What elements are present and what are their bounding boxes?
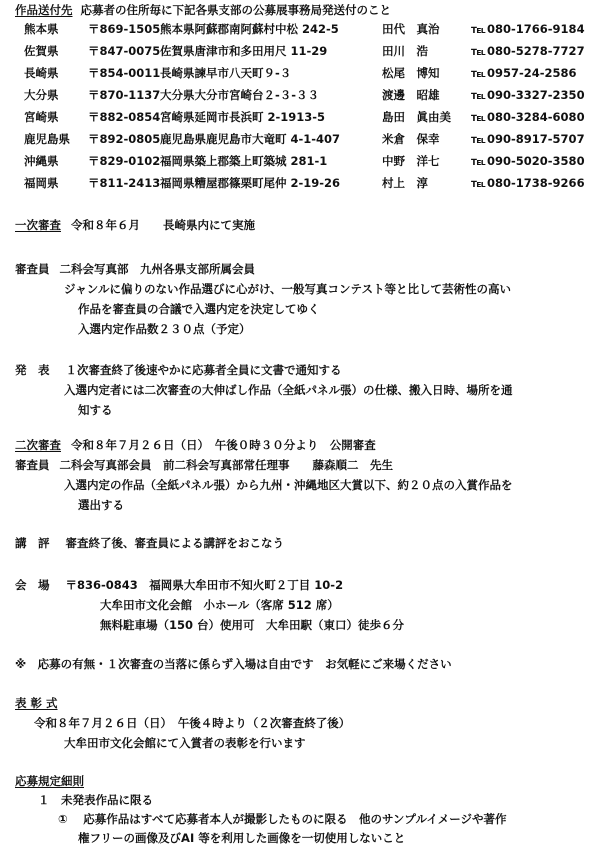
postal-code: 〒811-2413 [88,176,161,190]
address: 長崎県諫早市八天町９-３ [160,66,292,80]
section-label: 二次審査 [15,438,61,452]
contact-name: 田川 浩 [382,44,428,58]
section-text: 〒836-0843 福岡県大牟田市不知火町２丁目 10-2 [65,578,344,592]
venue [15,578,343,592]
address: 宮崎県延岡市長浜町 2-1913-5 [160,110,326,124]
section-label: 審査員 [15,262,50,276]
section-label: 会 場 [15,578,50,592]
prefecture: 熊本県 [24,22,59,36]
phone-number: 080-5278-7727 [487,44,585,58]
prefecture: 佐賀県 [24,44,59,58]
address: 熊本県阿蘇郡南阿蘇村中松 242-5 [160,22,339,36]
judges [15,262,255,276]
sending-destination-header [15,3,391,17]
contact-name: 村上 淳 [382,176,428,190]
prefecture: 長崎県 [24,66,59,80]
second-review [15,438,376,452]
phone-icon: ℡ [471,22,486,36]
prefecture: 鹿児島県 [24,132,70,146]
ceremony-label: 表 彰 式 [15,696,58,710]
judges-line: ジャンルに偏りのない作品選びに心がけ、一般写真コンテスト等と比して芸術性の高い [64,282,512,296]
section-text: 令和８年７月２６日（日） 午後０時３０分より 公開審査 [71,438,376,452]
section-label: 作品送付先 [15,3,73,17]
lecture [15,536,284,550]
phone-icon: ℡ [471,110,486,124]
contact-name: 松尾 博知 [382,66,440,80]
section-label: 一次審査 [15,218,61,232]
venue-line: 無料駐車場（150 台）使用可 大牟田駅（東口）徒歩６分 [100,618,405,632]
postal-code: 〒869-1505 [88,22,161,36]
address: 大分県大分市宮崎台２-３-３３ [160,88,320,102]
postal-code: 〒829-0102 [88,154,161,168]
contact-name: 田代 真治 [382,22,440,36]
ceremony-line: 令和８年７月２６日（日） 午後４時より（２次審査終了後） [34,716,351,730]
postal-code: 〒882-0854 [88,110,161,124]
first-review [15,218,255,232]
postal-code: 〒870-1137 [88,88,161,102]
postal-code: 〒892-0805 [88,132,161,146]
postal-code: 〒847-0075 [88,44,161,58]
phone-icon: ℡ [471,44,486,58]
prefecture: 大分県 [24,88,59,102]
contact-name: 島田 眞由美 [382,110,451,124]
rules-subitem: ① 応募作品はすべて応募者本人が撮影したものに限る 他のサンプルイメージや著作 [58,812,507,826]
phone-number: 0957-24-2586 [487,66,577,80]
phone-number: 090-3327-2350 [487,88,585,102]
phone-icon: ℡ [471,176,486,190]
prefecture: 宮崎県 [24,110,59,124]
announcement-line: 知する [78,403,113,417]
announcement-line: 入選内定者には二次審査の大伸ばし作品（全紙パネル張）の仕様、搬入日時、場所を通 [64,383,513,397]
postal-code: 〒854-0011 [88,66,161,80]
judges-2 [15,458,393,472]
venue-line: 大牟田市文化会館 小ホール（客席 512 席） [100,598,339,612]
section-text: 令和８年６月 長崎県内にて実施 [71,218,255,232]
prefecture: 沖縄県 [24,154,59,168]
section-label: 講 評 [15,536,50,550]
rules-subitem-cont: 権フリーの画像及びAI 等を利用した画像を一切使用しないこと [78,831,406,845]
judges-line: 作品を審査員の合議で入選内定を決定してゆく [78,302,320,316]
section-text: 二科会写真部 九州各県支部所属会員 [59,262,255,276]
contact-name: 中野 洋七 [382,154,440,168]
judges-line: 入選内定作品数２３０点（予定） [78,322,251,336]
judges-2-line: 入選内定の作品（全紙パネル張）から九州・沖縄地区大賞以下、約２０点の入賞作品を [64,478,513,492]
section-text: 二科会写真部会員 前二科会写真部常任理事 藤森順二 先生 [59,458,393,472]
phone-icon: ℡ [471,66,486,80]
address: 福岡県築上郡築上町築城 281-1 [160,154,328,168]
section-text: 審査終了後、審査員による講評をおこなう [65,536,284,550]
contact-name: 渡邊 昭雄 [382,88,440,102]
contact-name: 米倉 保幸 [382,132,440,146]
judges-2-line: 選出する [78,498,124,512]
address: 佐賀県唐津市和多田用尺 11-29 [160,44,328,58]
section-label: 発 表 [15,363,50,377]
rules-item: １ 未発表作品に限る [38,793,153,807]
phone-icon: ℡ [471,154,486,168]
section-text: 応募者の住所毎に下記各県支部の公募展事務局発送付のこと [80,3,391,17]
address: 福岡県糟屋郡篠栗町尾仲 2-19-26 [160,176,341,190]
prefecture: 福岡県 [24,176,59,190]
phone-icon: ℡ [471,132,486,146]
phone-number: 090-5020-3580 [487,154,585,168]
phone-number: 080-3284-6080 [487,110,585,124]
phone-number: 080-1766-9184 [487,22,585,36]
admission-note: ※ 応募の有無・１次審査の当落に係らず入場は自由です お気軽にご来場ください [15,657,452,671]
phone-icon: ℡ [471,88,486,102]
rules-label: 応募規定細則 [15,774,84,788]
announcement [15,363,342,377]
phone-number: 090-8917-5707 [487,132,585,146]
address: 鹿児島県鹿児島市大竜町 4-1-407 [160,132,341,146]
ceremony-line: 大牟田市文化会館にて入賞者の表彰を行います [64,736,306,750]
section-label: 審査員 [15,458,50,472]
phone-number: 080-1738-9266 [487,176,585,190]
section-text: １次審査終了後速やかに応募者全員に文書で通知する [65,363,342,377]
